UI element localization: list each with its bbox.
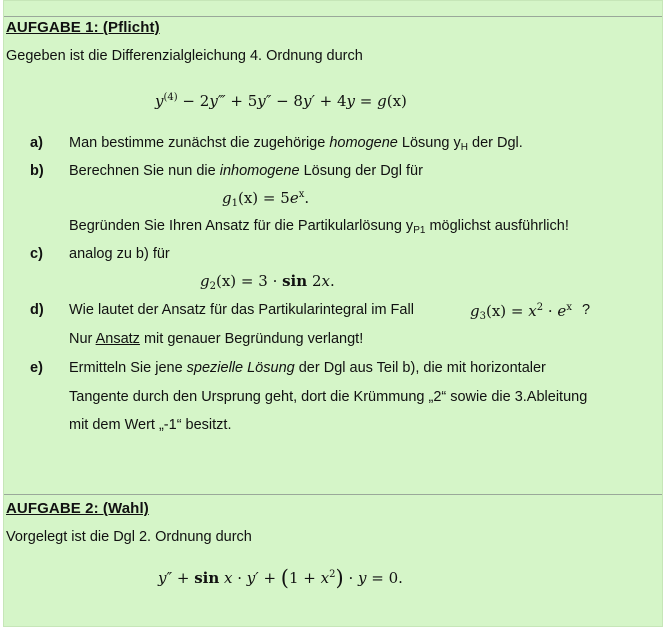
separator-top bbox=[4, 16, 662, 17]
part-e-line2: Tangente durch den Ursprung geht, dort die Krümmung „2“ sowie die 3.Ableitung bbox=[69, 389, 588, 405]
part-a-label: a) bbox=[30, 135, 43, 151]
part-b-formula: $g_1(x) = 5e^x$. bbox=[222, 189, 310, 209]
task2-equation: $y'' + \sin x \cdot y' + (1 + x^2) \cdot y = 0$. bbox=[158, 566, 403, 590]
part-c-text: analog zu b) für bbox=[69, 246, 170, 262]
task2-intro: Vorgelegt ist die Dgl 2. Ordnung durch bbox=[6, 529, 252, 545]
part-b-reason: Begründen Sie Ihren Ansatz für die Partikularlösung $y_{P1}$ möglichst ausführlich! bbox=[69, 218, 569, 236]
task1-equation: $y^{(4)}$ − 2y‴ + 5y″ − 8y′ + 4y = g(x) bbox=[155, 92, 407, 110]
part-d-text: Wie lautet der Ansatz für das Partikularintegral im Fall bbox=[69, 302, 414, 318]
part-e-line1: Ermitteln Sie jene spezielle Lösung der Dgl aus Teil b), die mit horizontaler bbox=[69, 360, 546, 376]
part-d-note: Nur Ansatz mit genauer Begründung verlangt! bbox=[69, 331, 364, 347]
part-d-label: d) bbox=[30, 302, 44, 318]
task1-intro: Gegeben ist die Differenzialgleichung 4. Ordnung durch bbox=[6, 48, 363, 64]
part-d-formula: $g_3(x) = x^2 \cdot e^x$ bbox=[470, 302, 572, 322]
part-c-formula: $g_2(x) = 3 \cdot \sin 2x$. bbox=[200, 272, 335, 292]
part-d-question-mark: ? bbox=[582, 302, 591, 318]
separator-middle bbox=[4, 494, 662, 495]
task2-heading: AUFGABE 2: (Wahl) bbox=[6, 500, 149, 517]
part-b-text: Berechnen Sie nun die inhomogene Lösung der Dgl für bbox=[69, 163, 423, 179]
task1-heading: AUFGABE 1: (Pflicht) bbox=[6, 19, 160, 36]
part-a-text: Man bestimme zunächst die zugehörige homogene Lösung $y_H$ der Dgl. bbox=[69, 135, 523, 153]
part-b-label: b) bbox=[30, 163, 44, 179]
part-e-line3: mit dem Wert „-1“ besitzt. bbox=[69, 417, 232, 433]
part-c-label: c) bbox=[30, 246, 43, 262]
part-e-label: e) bbox=[30, 360, 43, 376]
